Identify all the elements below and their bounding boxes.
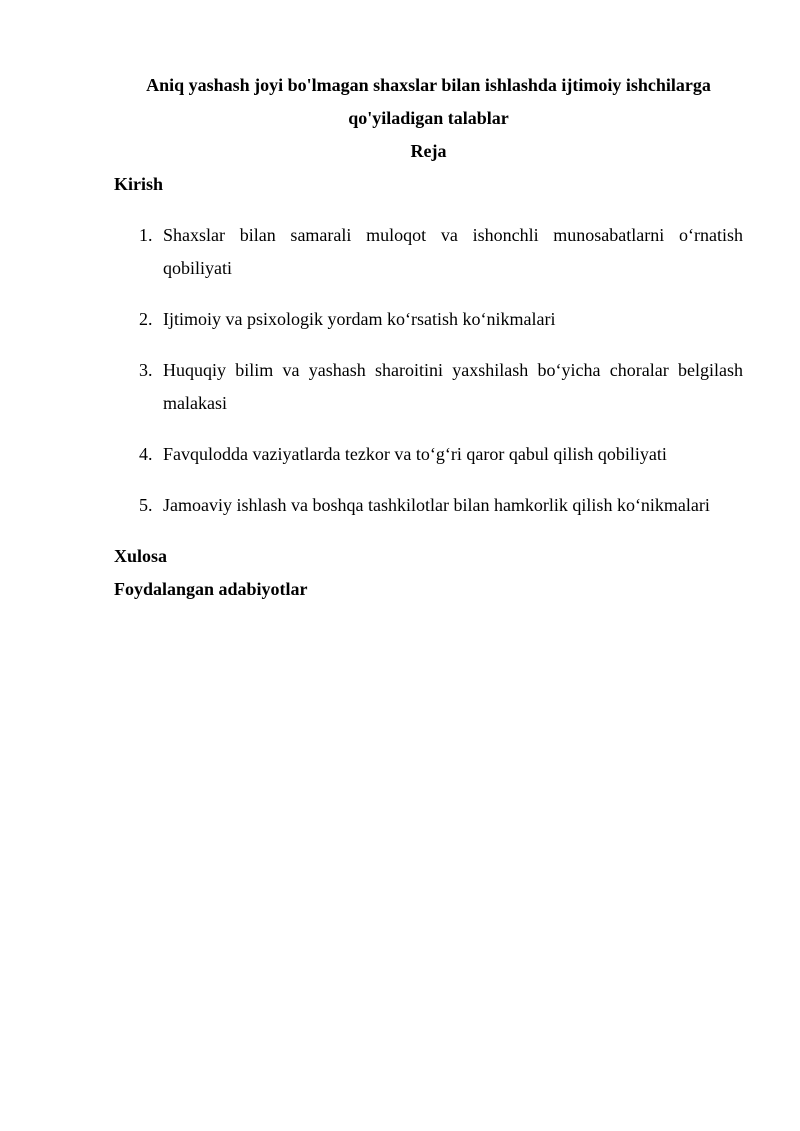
section-heading-xulosa: Xulosa [114, 546, 168, 566]
closing-sections [114, 540, 743, 606]
list-item [114, 489, 743, 522]
section-heading-references: Foydalangan adabiyotlar [114, 579, 308, 599]
section-heading-kirish: Kirish [114, 174, 164, 194]
list-item-text: Huquqiy bilim va yashash sharoitini yaxshilash boʻyicha choralar belgilash malakasi [163, 360, 743, 413]
list-item-number: 4. [139, 444, 153, 464]
list-item-text: Jamoaviy ishlash va boshqa tashkilotlar bilan hamkorlik qilish koʻnikmalari [163, 495, 710, 515]
numbered-list [114, 219, 743, 522]
list-item-number: 5. [139, 495, 153, 515]
list-item [114, 219, 743, 285]
list-item-text: Shaxslar bilan samarali muloqot va ishonchli munosabatlarni oʻrnatish qobiliyati [163, 225, 743, 278]
list-item-number: 1. [139, 225, 153, 245]
list-item [114, 438, 743, 471]
list-item-text: Ijtimoiy va psixologik yordam koʻrsatish koʻnikmalari [163, 309, 556, 329]
list-item [114, 303, 743, 336]
list-item-number: 3. [139, 360, 153, 380]
list-item-number: 2. [139, 309, 153, 329]
list-item [114, 354, 743, 420]
document-title: Aniq yashash joyi bo'lmagan shaxslar bilan ishlashda ijtimoiy ishchilarga qo'yiladigan talablar [146, 75, 711, 128]
plan-heading: Reja [410, 141, 447, 161]
list-item-text: Favqulodda vaziyatlarda tezkor va toʻgʻri qaror qabul qilish qobiliyati [163, 444, 667, 464]
